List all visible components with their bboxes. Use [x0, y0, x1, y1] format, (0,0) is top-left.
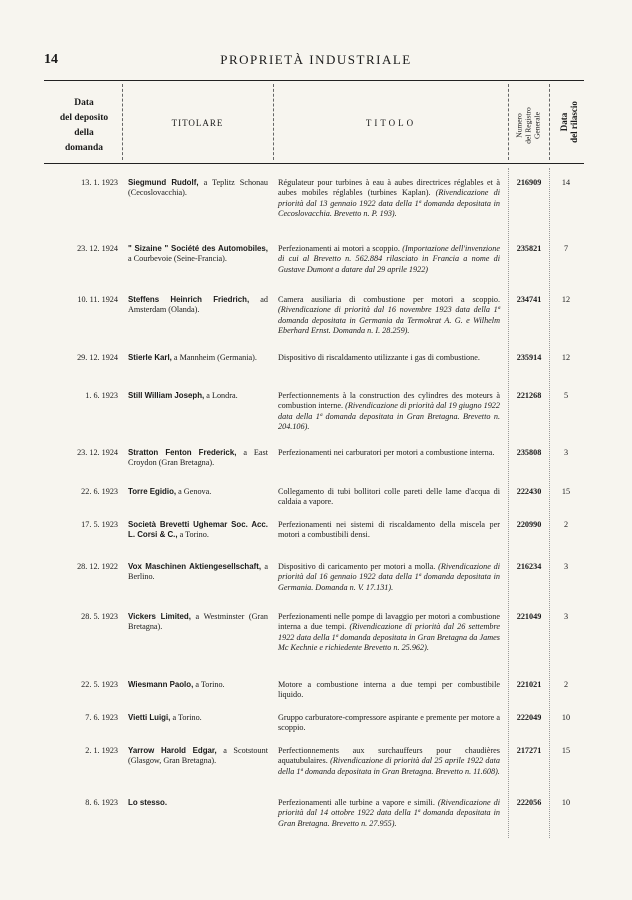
registry-number: 221021: [516, 680, 542, 689]
titolare-cell: [128, 562, 268, 583]
priority-note: (Importazione dell'invenzione di cui al Brevetto n. 562.884 rilasciato in Francia a nome di Gustave Dumont a datare dal 29 aprile 1922): [278, 244, 500, 274]
priority-note: (Rivendicazione di priorità dal 25 aprile 1922 data della 1ª domanda depositata in Gran Bretagna. Brevetto n. 11.608).: [278, 756, 500, 776]
titolo-text: Perfezionamenti alle turbine a vapore e simili.: [278, 798, 435, 807]
titolare-cell: [128, 178, 268, 199]
titolare-cell: [128, 680, 268, 690]
titolare-location: a Teplitz Schonau (Cecoslovacchia).: [128, 178, 268, 198]
titolo-text: Perfezionamenti nelle pompe di lavaggio per motori a combustione interna a due tempi.: [278, 612, 500, 632]
priority-note: (Rivendicazione di priorità dal 19 giugno 1922 data della 1ª domanda depositata in Gran Bretagna. Brevetto n. 204.106).: [278, 401, 500, 431]
release-date: 15: [561, 487, 571, 496]
release-date: 3: [563, 448, 569, 457]
registry-number: 216234: [516, 562, 542, 571]
titolare-location: a Genova.: [176, 487, 212, 496]
titolo-text: Perfezionamenti nei carburatori per motori a combustione interna.: [278, 448, 495, 457]
titolare-cell: [128, 713, 268, 723]
column-divider: [508, 84, 509, 160]
titolo-cell: [278, 612, 500, 653]
registry-number: 221268: [516, 391, 542, 400]
deposit-date: 13. 1. 1923: [81, 178, 118, 187]
header-rilascio-line: Data: [559, 112, 569, 132]
column-divider: [122, 84, 123, 160]
titolare-name: Lo stesso.: [128, 798, 168, 807]
deposit-date: 17. 5. 1923: [81, 520, 118, 529]
column-divider: [508, 168, 509, 838]
titolare-location: a Torino.: [170, 713, 202, 722]
titolare-location: a Westminster (Gran Bretagna).: [128, 612, 268, 632]
header-date-line: della: [74, 128, 94, 138]
titolo-text: Régulateur pour turbines à eau à aubes directrices réglables et à aubes mobiles réglables (turbines Kaplan).: [278, 178, 500, 198]
titolo-cell: [278, 295, 500, 336]
titolare-name: " Sizaine " Société des Automobiles,: [128, 244, 268, 253]
deposit-date: 7. 6. 1923: [85, 713, 118, 722]
titolare-location: ad Amsterdam (Olanda).: [128, 295, 268, 315]
titolare-cell: [128, 295, 268, 316]
release-date: 10: [561, 713, 571, 722]
deposit-date: 23. 12. 1924: [77, 244, 118, 253]
titolare-cell: [128, 487, 268, 497]
header-registro: [515, 86, 542, 166]
deposit-date: 8. 6. 1923: [85, 798, 118, 807]
page-title: PROPRIETÀ INDUSTRIALE: [220, 52, 412, 67]
release-date: 12: [561, 353, 571, 362]
titolare-cell: [128, 391, 268, 401]
titolare-cell: [128, 448, 268, 469]
titolare-name: Stratton Fenton Frederick,: [128, 448, 237, 457]
registry-number: 235821: [516, 244, 542, 253]
registry-number: 216909: [516, 178, 542, 187]
release-date: 12: [561, 295, 571, 304]
titolo-cell: [278, 798, 500, 829]
deposit-date: 22. 5. 1923: [81, 680, 118, 689]
titolo-text: Dispositivo di riscaldamento utilizzante i gas di combustione.: [278, 353, 480, 362]
priority-note: (Rivendicazione di priorità dal 16 gennaio 1922 data della 1ª domanda depositata in Germania. Domanda n. V. 17.131).: [278, 562, 500, 592]
registry-number: 221049: [516, 612, 542, 621]
deposit-date: 23. 12. 1924: [77, 448, 118, 457]
priority-note: (Rivendicazione di priorità dal 16 novembre 1923 data della 1ª domanda depositata in Germania da Termokrat A. G. e Wilhelm Eberhard Ernst. Domanda n. I. 28.259).: [278, 305, 500, 335]
titolare-location: a Courbevoie (Seine-Francia).: [128, 254, 227, 264]
header-titolare: TITOLARE: [171, 118, 224, 128]
titolare-name: Wiesmann Paolo,: [128, 680, 194, 689]
registry-number: 235808: [516, 448, 542, 457]
priority-note: (Rivendicazione di priorità dal 14 ottobre 1922 data della 1ª domanda depositata in Gran Bretagna. Brevetto n. 27.955).: [278, 798, 500, 828]
deposit-date: 1. 6. 1923: [85, 391, 118, 400]
registry-number: 222430: [516, 487, 542, 496]
deposit-date: 22. 6. 1923: [81, 487, 118, 496]
titolo-cell: [278, 746, 500, 777]
registry-number: 234741: [516, 295, 542, 304]
header-date-line: Data: [74, 98, 94, 108]
deposit-date: 29. 12. 1924: [77, 353, 118, 362]
titolare-cell: [128, 746, 268, 767]
titolo-text: Motore a combustione interna a due tempi per combustibile liquido.: [278, 680, 500, 700]
column-divider: [549, 168, 550, 838]
titolare-name: Yarrow Harold Edgar,: [128, 746, 217, 755]
registry-number: 222049: [516, 713, 542, 722]
titolo-text: Collegamento di tubi bollitori colle pareti delle lame d'acqua di caldaia a vapore.: [278, 487, 500, 507]
release-date: 7: [563, 244, 569, 253]
titolo-text: Perfectionnements à la construction des cylindres des moteurs à combustion interne.: [278, 391, 500, 411]
titolare-location: a East Croydon (Gran Bretagna).: [128, 448, 268, 468]
header-top-rule: [44, 80, 584, 81]
header-registro-line: del Registro: [523, 107, 533, 144]
titolare-location: a Berlino.: [128, 562, 268, 582]
titolare-name: Stierle Karl,: [128, 353, 172, 362]
titolare-name: Steffens Heinrich Friedrich,: [128, 295, 250, 304]
release-date: 5: [563, 391, 569, 400]
titolo-text: Perfezionamenti nei sistemi di riscaldamento della miscela per motori a combustibili densi.: [278, 520, 500, 540]
header-rilascio-line: del rilascio: [569, 101, 579, 143]
titolare-name: Still William Joseph,: [128, 391, 205, 400]
deposit-date: 28. 12. 1922: [77, 562, 118, 571]
titolare-name: Vox Maschinen Aktiengesellschaft,: [128, 562, 262, 571]
titolare-location: a Londra.: [204, 391, 238, 400]
header-date-line: domanda: [64, 143, 103, 153]
registry-number: 217271: [516, 746, 542, 755]
titolo-text: Gruppo carburatore-compressore aspirante e premente per motore a scoppio.: [278, 713, 500, 733]
titolo-cell: [278, 562, 500, 593]
header-bottom-rule: [44, 163, 584, 164]
column-divider: [273, 84, 274, 160]
deposit-date: 2. 1. 1923: [85, 746, 118, 755]
release-date: 15: [561, 746, 571, 755]
titolo-text: Camera ausiliaria di combustione per motori a scoppio.: [278, 295, 500, 304]
titolo-cell: [278, 244, 500, 275]
deposit-date: 28. 5. 1923: [81, 612, 118, 621]
titolo-cell: [278, 391, 500, 432]
titolare-name: Vietti Luigi,: [128, 713, 171, 722]
titolare-location: a Torino.: [177, 530, 209, 540]
titolare-location: a Mannheim (Germania).: [171, 353, 257, 362]
registry-number: 220990: [516, 520, 542, 529]
titolare-location: a Scotstount (Glasgow, Gran Bretagna).: [128, 746, 268, 766]
titolo-cell: [278, 680, 500, 701]
header-date-line: del deposito: [59, 113, 109, 123]
titolare-name: Vickers Limited,: [128, 612, 191, 621]
header-date: [52, 96, 116, 156]
titolare-cell: [128, 244, 268, 265]
titolare-name: Società Brevetti Ughemar Soc. Acc. L. Corsi & C.,: [128, 520, 268, 540]
titolare-cell: [128, 612, 268, 633]
release-date: 3: [563, 562, 569, 571]
release-date: 2: [563, 520, 569, 529]
page-number: 14: [44, 52, 58, 67]
deposit-date: 10. 11. 1924: [77, 295, 118, 304]
titolare-location: a Torino.: [193, 680, 225, 689]
release-date: 2: [563, 680, 569, 689]
release-date: 10: [561, 798, 571, 807]
priority-note: (Rivendicazione di priorità dal 26 settembre 1922 data della 1ª domanda depositata in Gran Bretagna da James Mc Kechnie e richiedente Brevetto n. 25.962).: [278, 622, 500, 652]
registry-number: 222056: [516, 798, 542, 807]
titolo-cell: [278, 487, 500, 508]
priority-note: (Rivendicazione di priorità dal 13 gennaio 1922 data della 1ª domanda depositata in Cecoslovacchia. Brevetto n. P. 193).: [278, 188, 500, 218]
titolare-cell: [128, 353, 268, 363]
header-registro-line: Numero: [514, 113, 524, 138]
header-rilascio: [559, 82, 579, 162]
column-divider: [549, 84, 550, 160]
titolo-cell: [278, 713, 500, 734]
titolo-cell: [278, 520, 500, 541]
registry-number: 235914: [516, 353, 542, 362]
titolare-name: Torre Egidio,: [128, 487, 177, 496]
titolo-text: Perfectionnements aux surchauffeurs pour chaudières aquatubulaires.: [278, 746, 500, 766]
release-date: 14: [561, 178, 571, 187]
release-date: 3: [563, 612, 569, 621]
titolo-text: Dispositivo di caricamento per motori a molla.: [278, 562, 436, 571]
header-titolo: TITOLO: [365, 118, 417, 128]
titolare-cell: [128, 798, 268, 808]
titolo-cell: [278, 353, 500, 363]
header-registro-line: Generale: [532, 111, 542, 140]
titolo-cell: [278, 178, 500, 219]
titolare-cell: [128, 520, 268, 541]
titolo-text: Perfezionamenti ai motori a scoppio.: [278, 244, 400, 253]
titolo-cell: [278, 448, 500, 458]
titolare-name: Siegmund Rudolf,: [128, 178, 199, 187]
